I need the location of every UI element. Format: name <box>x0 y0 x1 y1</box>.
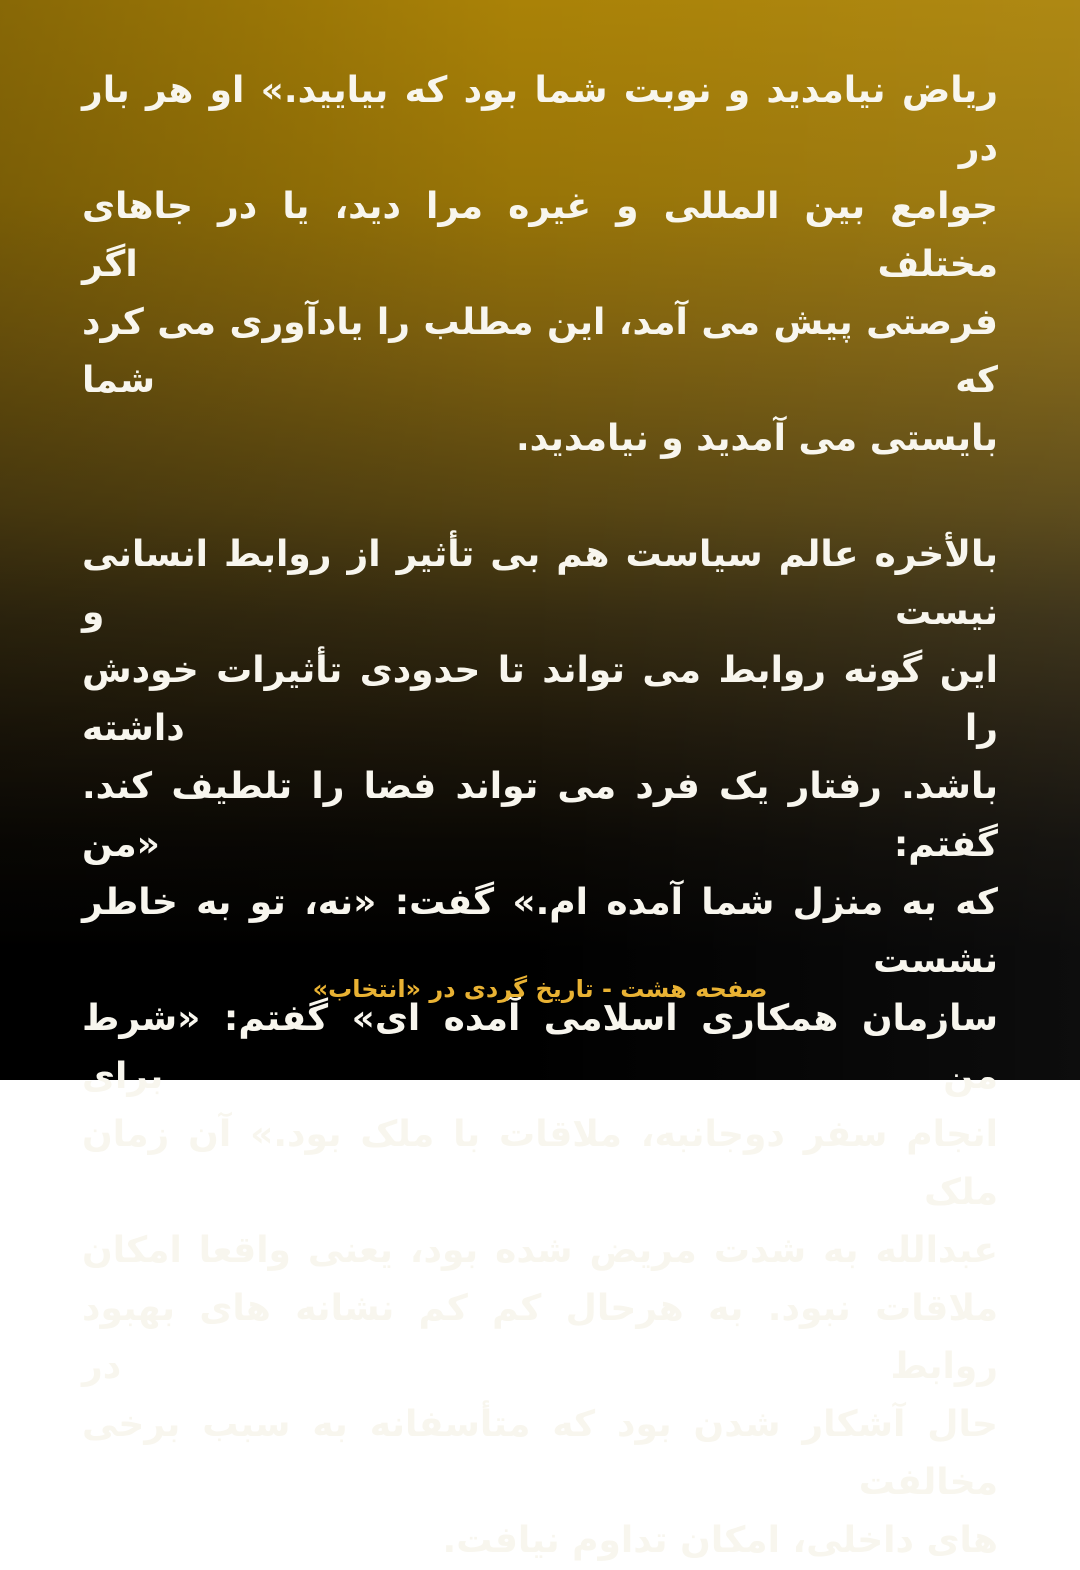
paragraph <box>82 62 998 468</box>
text-line: جوامع بین المللی و غیره مرا دید، یا در جاهای مختلف اگر <box>82 186 998 285</box>
text-line: باشد. رفتار یک فرد می تواند فضا را تلطیف کند. گفتم: «من <box>82 766 998 865</box>
paragraph <box>82 526 998 1570</box>
text-line: انجام سفر دوجانبه، ملاقات با ملک بود.» آن زمان ملک <box>82 1114 998 1213</box>
text-line: ریاض نیامدید و نوبت شما بود که بیایید.» او هر بار در <box>82 70 998 169</box>
text-line: حال آشکار شدن بود که متأسفانه به سبب برخی مخالفت <box>82 1404 998 1503</box>
body-text <box>82 62 998 1570</box>
text-line: های داخلی، امکان تداوم نیافت. <box>442 1520 998 1561</box>
text-line: بالأخره عالم سیاست هم بی تأثیر از روابط انسانی نیست و <box>82 534 998 633</box>
text-line: که به منزل شما آمده ام.» گفت: «نه، تو به خاطر نشست <box>82 882 998 981</box>
text-line: این گونه روابط می تواند تا حدودی تأثیرات خودش را داشته <box>82 650 998 749</box>
text-line: ملاقات نبود. به هرحال کم کم نشانه های بهبود روابط در <box>82 1288 998 1387</box>
text-line: فرصتی پیش می آمد، این مطلب را یادآوری می کرد که شما <box>82 302 998 401</box>
text-line: سازمان همکاری اسلامی آمده ای» گفتم: «شرط من برای <box>82 998 998 1097</box>
text-line: بایستی می آمدید و نیامدید. <box>515 418 998 459</box>
footer-caption: صفحه هشت - تاریخ گردی در «انتخاب» <box>312 975 768 1003</box>
text-line: عبدالله به شدت مریض شده بود، یعنی واقعا امکان <box>82 1230 998 1271</box>
